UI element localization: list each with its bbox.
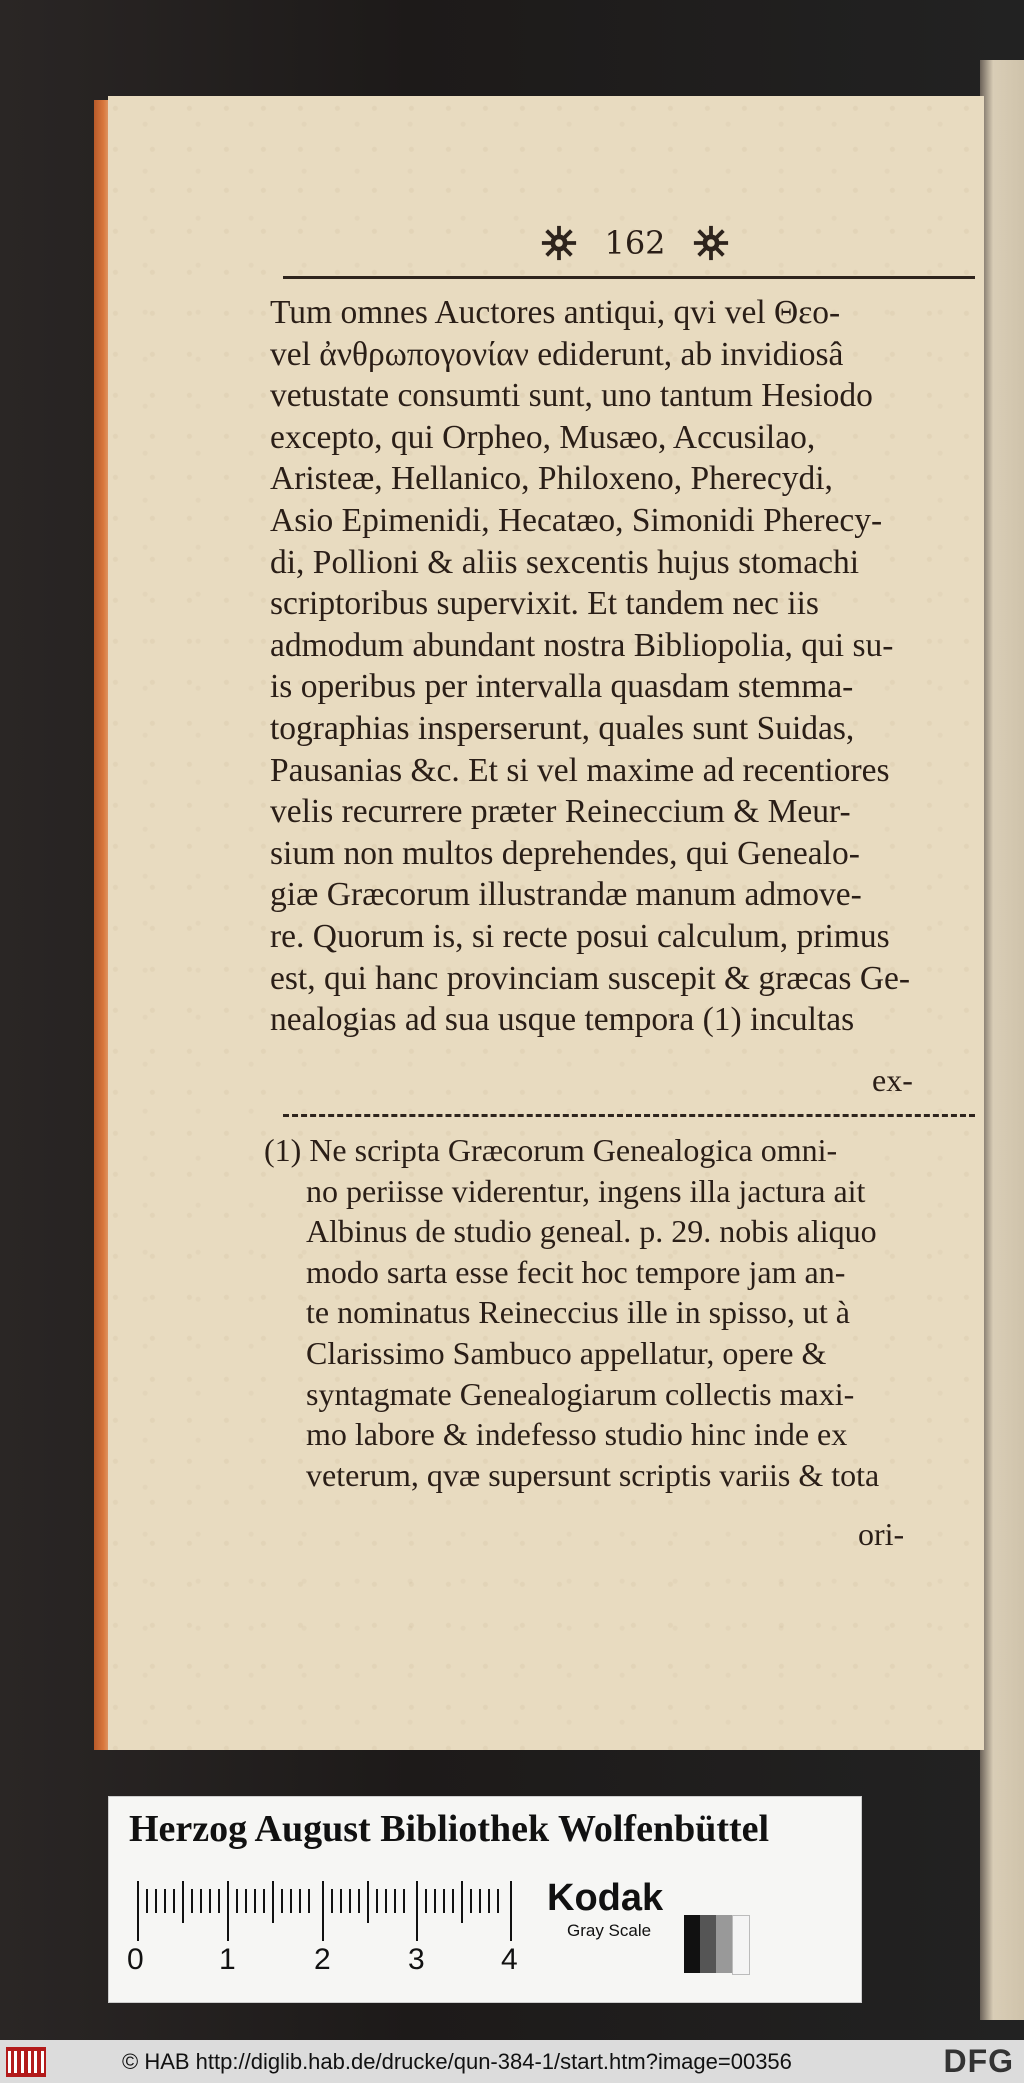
footnote-line: modo sarta esse fecit hoc tempore jam an- (306, 1253, 846, 1290)
gray-swatches (684, 1915, 750, 1975)
text-line: Pausanias &c. Et si vel maxime ad recentiores (270, 751, 890, 789)
footnote-rule (283, 1114, 975, 1117)
footnote-line: no periisse viderentur, ingens illa jactura ait (306, 1172, 866, 1209)
text-line: scriptoribus supervixit. Et tandem nec iis (270, 585, 819, 623)
text-line: vetustate consumti sunt, uno tantum Hesiodo (270, 377, 873, 415)
text-line: est, qui hanc provinciam suscepit & græcas Ge- (270, 959, 911, 997)
text-line: sium non multos deprehendes, qui Genealo- (270, 834, 860, 872)
footnote-line: syntagmate Genealogiarum collectis maxi- (306, 1375, 855, 1412)
ruler-label: 2 (314, 1943, 331, 1976)
text-line: tographias insperserunt, quales sunt Suidas, (270, 709, 855, 747)
text-line: giæ Græcorum illustrandæ manum admove- (270, 876, 862, 914)
ruler-label: 3 (408, 1943, 425, 1976)
ruler-label: 1 (219, 1943, 236, 1976)
footnote-line: te nominatus Reineccius ille in spisso, ut à (306, 1294, 850, 1331)
main-text (270, 292, 982, 1041)
footer-bar (0, 2040, 1024, 2083)
ruler-label: 4 (501, 1943, 518, 1976)
text-line: nealogias ad sua usque tempora (1) incultas (270, 1001, 855, 1039)
text-line: excepto, qui Orpheo, Musæo, Accusilao, (270, 418, 816, 456)
header-rule (283, 276, 975, 279)
text-line: Asio Epimenidi, Hecatæo, Simonidi Pherecy- (270, 501, 883, 539)
text-line: re. Quorum is, si recte posui calculum, primus (270, 917, 890, 955)
catchword-footnote: ori- (858, 1516, 905, 1552)
ornament-left-icon (540, 224, 578, 262)
kodak-logo: Kodak (547, 1877, 664, 1919)
library-title: Herzog August Bibliothek Wolfenbüttel (129, 1808, 770, 1850)
footnote-line: mo labore & indefesso studio hinc inde ex (306, 1416, 848, 1453)
catchword-main: ex- (872, 1062, 913, 1098)
grayscale-label: Gray Scale (567, 1921, 652, 1940)
footnote-line: Albinus de studio geneal. p. 29. nobis aliquo (306, 1213, 877, 1250)
color-calibration-card (108, 1796, 862, 2003)
footnote (264, 1130, 986, 1495)
text-line: admodum abundant nostra Bibliopolia, qui su- (270, 626, 894, 664)
ruler-icon (133, 1881, 533, 1981)
ruler-label: 0 (127, 1943, 144, 1976)
page-number: 162 (604, 224, 666, 262)
text-line: Aristeæ, Hellanico, Philoxeno, Pherecydi, (270, 460, 833, 498)
text-line: is operibus per intervalla quasdam stemma- (270, 668, 854, 706)
dfg-barcode-icon (6, 2047, 46, 2077)
footnote-line: Clarissimo Sambuco appellatur, opere & (306, 1334, 827, 1371)
text-line: vel ἀνθρωπογονίαν ediderunt, ab invidiosâ (270, 335, 844, 373)
credit-link[interactable]: © HAB http://diglib.hab.de/drucke/qun-384-1/start.htm?image=00356 (122, 2048, 792, 2074)
text-line: di, Pollioni & aliis sexcentis hujus stomachi (270, 543, 860, 581)
ornament-right-icon (692, 224, 730, 262)
next-page-edge (980, 60, 1024, 2020)
page-header (520, 218, 750, 268)
footnote-line: (1) Ne scripta Græcorum Genealogica omni- (264, 1132, 838, 1168)
footnote-line: veterum, qvæ supersunt scriptis variis & tota (306, 1456, 880, 1493)
dfg-logo: DFG (943, 2043, 1014, 2079)
text-line: Tum omnes Auctores antiqui, qvi vel Θεο- (270, 294, 841, 331)
text-line: velis recurrere præter Reineccium & Meur- (270, 793, 851, 831)
